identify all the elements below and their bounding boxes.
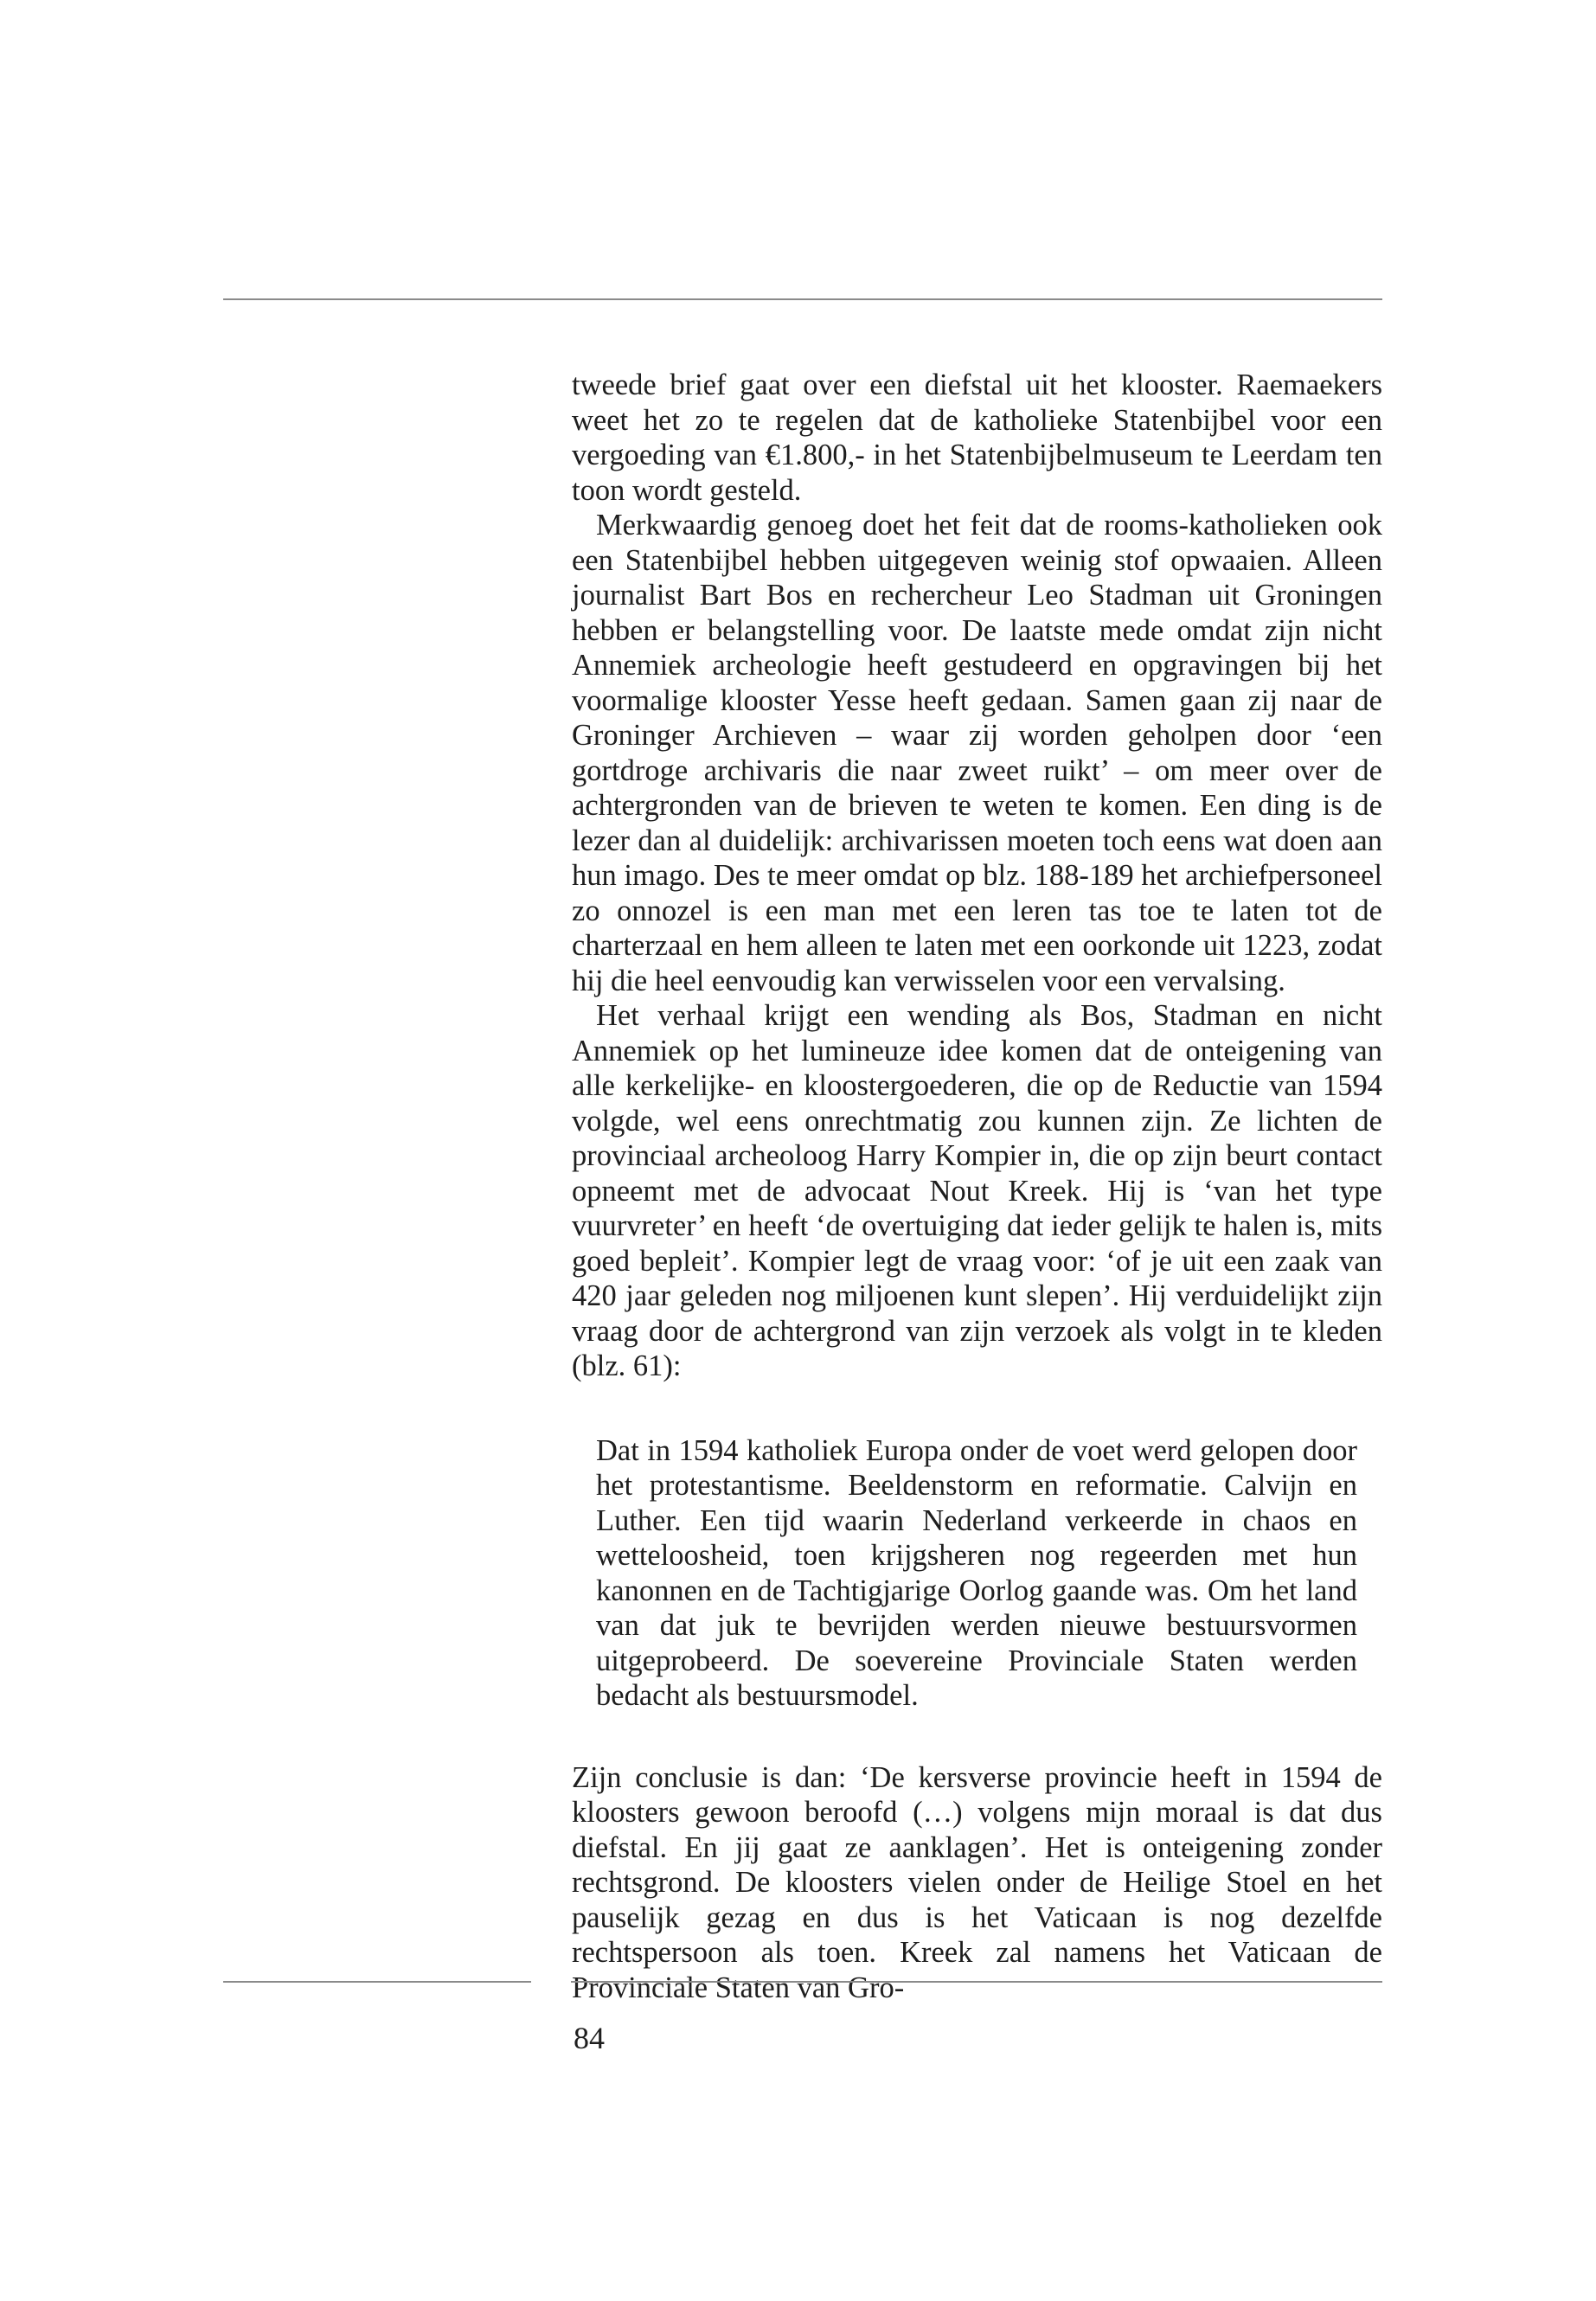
paragraph-3: Het verhaal krijgt een wending als Bos, Stadman en nicht Annemiek op het lumineuze idee komen dat de onteigening van alle kerkelijke- en kloostergoederen, die op de Reductie van 1594 volgde, wel eens onrechtmatig zou kunnen zijn. Ze lichten de provinciaal archeoloog Harry Kompier in, die op zijn beurt contact opneemt met de advocaat Nout Kreek. Hij is ‘van het type vuurvreter’ en heeft ‘de overtuiging dat ieder gelijk te halen is, mits goed bepleit’. Kompier legt de vraag voor: ‘of je uit een zaak van 420 jaar geleden nog miljoenen kunt slepen’. Hij verduidelijkt zijn vraag door de achtergrond van zijn verzoek als volgt in te kleden (blz. 61): — [572, 999, 1382, 1382]
page-number: 84 — [574, 2021, 605, 2055]
closing-paragraph: Zijn conclusie is dan: ‘De kersverse provincie heeft in 1594 de kloosters gewoon beroofd (…) volgens mijn moraal is dat dus diefstal. En jij gaat ze aanklagen’. Het is onteigening zonder rechtsgrond. De kloosters vielen onder de Heilige Stoel en het pauselijk gezag en dus is het Vaticaan is nog dezelfde rechtspersoon als toen. Kreek zal namens het Vaticaan de Provinciale Staten van Gro- — [572, 1760, 1382, 2004]
text-column — [572, 368, 1382, 2005]
paragraph-1: tweede brief gaat over een diefstal uit het klooster. Raemaekers weet het zo te regelen dat de katholieke Statenbijbel voor een vergoeding van €1.800,- in het Statenbijbelmuseum te Leerdam ten toon wordt gesteld. — [572, 369, 1382, 507]
footnote-rule — [223, 1981, 531, 1983]
paragraph-2: Merkwaardig genoeg doet het feit dat de rooms-katholieken ook een Statenbijbel hebben uitgegeven weinig stof opwaaien. Alleen journalist Bart Bos en rechercheur Leo Stadman uit Groningen hebben er belangstelling voor. De laatste mede omdat zijn nicht Annemiek archeologie heeft gestudeerd en opgravingen bij het voormalige klooster Yesse heeft gedaan. Samen gaan zij naar de Groninger Archieven – waar zij worden geholpen door ‘een gortdroge archivaris die naar zweet ruikt’ – om meer over de achtergronden van de brieven te weten te komen. Een ding is de lezer dan al duidelijk: archivarissen moeten toch eens wat doen aan hun imago. Des te meer omdat op blz. 188-189 het archiefpersoneel zo onnozel is een man met een leren tas toe te laten tot de charterzaal en hem alleen te laten met een oorkonde uit 1223, zodat hij die heel eenvoudig kan verwisselen voor een vervalsing. — [572, 509, 1382, 997]
block-quote: Dat in 1594 katholiek Europa onder de voet werd gelopen door het protestantisme. Beeldenstorm en reformatie. Calvijn en Luther. Een tijd waarin Nederland verkeerde in chaos en wetteloosheid, toen krijgsheren nog regeerden met hun kanonnen en de Tachtigjarige Oorlog gaande was. Om het land van dat juk te bevrijden werden nieuwe bestuursvormen uitgeprobeerd. De soevereine Provinciale Staten werden bedacht als bestuursmodel. — [596, 1433, 1357, 1712]
footer-rule — [571, 1981, 1382, 1983]
header-rule — [223, 298, 1382, 300]
